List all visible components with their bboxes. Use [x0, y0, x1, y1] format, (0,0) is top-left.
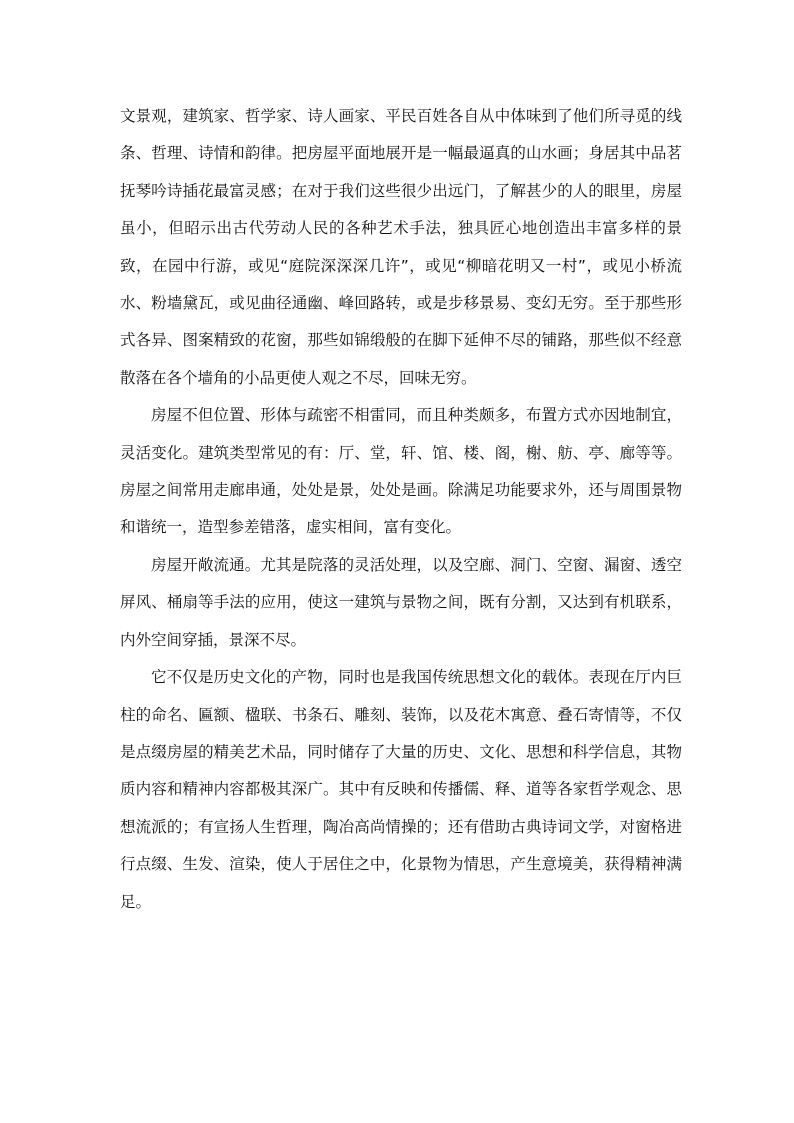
paragraph-1: 文景观，建筑家、哲学家、诗人画家、平民百姓各自从中体味到了他们所寻觅的线条、哲理、诗情和韵律。把房屋平面地展开是一幅最逼真的山水画；身居其中品茗抚琴吟诗插花最富灵感；在对于我们这些很少出远门，了解甚少的人的眼里，房屋虽小，但昭示出古代劳动人民的各种艺术手法，独具匠心地创造出丰富多样的景致，在园中行游，或见“庭院深深深几许”，或见“柳暗花明又一村”，或见小桥流水、粉墙黛瓦，或见曲径通幽、峰回路转，或是步移景易、变幻无穷。至于那些形式各异、图案精致的花窗，那些如锦缎般的在脚下延伸不尽的铺路，那些似不经意散落在各个墙角的小品更使人观之不尽，回味无穷。 [120, 107, 682, 387]
paragraph-3: 房屋开敞流通。尤其是院落的灵活处理，以及空廊、洞门、空窗、漏窗、透空屏风、桶扇等手法的应用，使这一建筑与景物之间，既有分割，又达到有机联系，内外空间穿插，景深不尽。 [120, 555, 682, 649]
paragraph-4: 它不仅是历史文化的产物，同时也是我国传统思想文化的载体。表现在厅内巨柱的命名、匾额、楹联、书条石、雕刻、装饰，以及花木寓意、叠石寄情等，不仅是点缀房屋的精美艺术品，同时储存了大量的历史、文化、思想和科学信息，其物质内容和精神内容都极其深广。其中有反映和传播儒、释、道等各家哲学观念、思想流派的；有宣扬人生哲理，陶冶高尚情操的；还有借助古典诗词文学，对窗格进行点缀、生发、渲染，使人于居住之中，化景物为情思，产生意境美，获得精神满足。 [120, 668, 682, 911]
document-page [120, 98, 682, 921]
paragraph-2: 房屋不但位置、形体与疏密不相雷同，而且种类颇多，布置方式亦因地制宜，灵活变化。建筑类型常见的有：厅、堂，轩、馆、楼、阁，榭、舫、亭、廊等等。房屋之间常用走廊串通，处处是景，处处是画。除满足功能要求外，还与周围景物和谐统一，造型参差错落，虚实相间，富有变化。 [120, 406, 682, 537]
